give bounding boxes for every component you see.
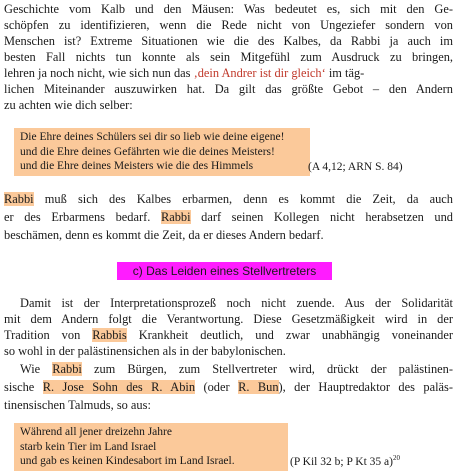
section-heading: c) Das Leiden eines Stellvertreters [117,262,332,280]
paragraph-line: Damit ist der Interpretationsprozeß noch nicht zuende. Aus der Solidarität [20,296,453,310]
paragraph-line: beschämen, denn es kommt die Zeit, da er dieses Andern bedarf. [4,228,324,242]
paragraph-line [4,192,453,207]
paragraph-line [4,210,453,225]
paragraph-line [4,66,453,81]
quote-line: Die Ehre deines Schülers sei dir so lieb wie deine eigene! [20,131,285,143]
paragraph-line: Menschen ist? Extreme Situationen wie die des Kalbes, da Rabbi ja auch im [4,34,453,48]
highlighted-name: R. Bun [238,380,279,394]
paragraph-line: mit dem Andern folgt die Verantwortung. Diese Gesetzmäßigkeit wird in der [4,312,453,326]
paragraph-line: tinensischen Talmuds, so aus: [4,398,151,412]
paragraph-line: Geschichte vom Kalb und den Mäusen: Was bedeutet es, sich mit den Ge- [4,2,453,16]
paragraph-line: so wohl in der palästinensichen als in der babylonischen. [4,344,286,358]
text-span: sische [4,380,43,394]
text-span: lehren ja noch nicht, wie sich nun das [4,66,194,80]
paragraph-line [4,328,453,343]
citation [290,455,450,470]
highlighted-word: Rabbis [92,328,127,342]
text-span: er des Erbarmens bedarf. [4,210,161,224]
citation: (A 4,12; ARN S. 84) [308,161,403,173]
text-span: Krankheit deutlich, und zwar unabhängig voneinander [126,328,453,342]
highlighted-word: Rabbi [160,210,191,224]
highlighted-name: R. Jose Sohn des R. Abin [42,380,196,394]
text-span: ), der Hauptredaktor des paläs- [278,380,453,394]
paragraph-line [20,362,453,377]
text-span: (oder [195,380,239,394]
citation-text: (P Kil 32 b; P Kt 35 a) [290,456,393,468]
quote-line: Während all jener dreizehn Jahre [20,426,172,438]
footnote-marker: 20 [392,454,400,463]
paragraph-line: lichen Miteinander auszuwirken hat. Da gilt das größte Gebot – den Andern [4,82,453,96]
text-span: darf seinen Kollegen nicht herabsetzen und [190,210,453,224]
red-quotation: ‚dein Andrer ist dir gleich‘ [193,66,326,80]
quote-line: und die Ehre deines Meisters wie die des Himmels [20,160,254,172]
highlighted-quote [14,128,310,176]
quote-line: und gab es keinen Kindesabort im Land Israel. [20,455,235,467]
highlighted-word: Rabbi [52,362,82,376]
paragraph-line: schöpfen zu identifizieren, wenn die Rede nicht von Ungeziefer sondern von [4,18,453,32]
quote-line: starb kein Tier im Land Israel [20,440,157,453]
paragraph-line [4,380,453,395]
highlighted-quote [14,423,288,471]
paragraph-line: besten Fall nichts tun konnte als sein Mitgefühl zum Ausdruck zu bringen, [4,50,453,64]
text-span: Tradition von [4,328,93,342]
text-span: zum Bürgen, zum Stellvertreter wird, drückt der palästinen- [81,362,453,376]
text-span: muß sich des Kalbes erbarmen, denn es kommt die Zeit, da auch [33,192,453,206]
text-span: im täg- [325,66,365,80]
highlighted-word: Rabbi [4,192,34,206]
quote-line: und die Ehre deines Gefährten wie die deines Meisters! [20,145,275,158]
paragraph-line: zu achten wie dich selber: [4,98,133,112]
text-span: Wie [20,362,53,376]
